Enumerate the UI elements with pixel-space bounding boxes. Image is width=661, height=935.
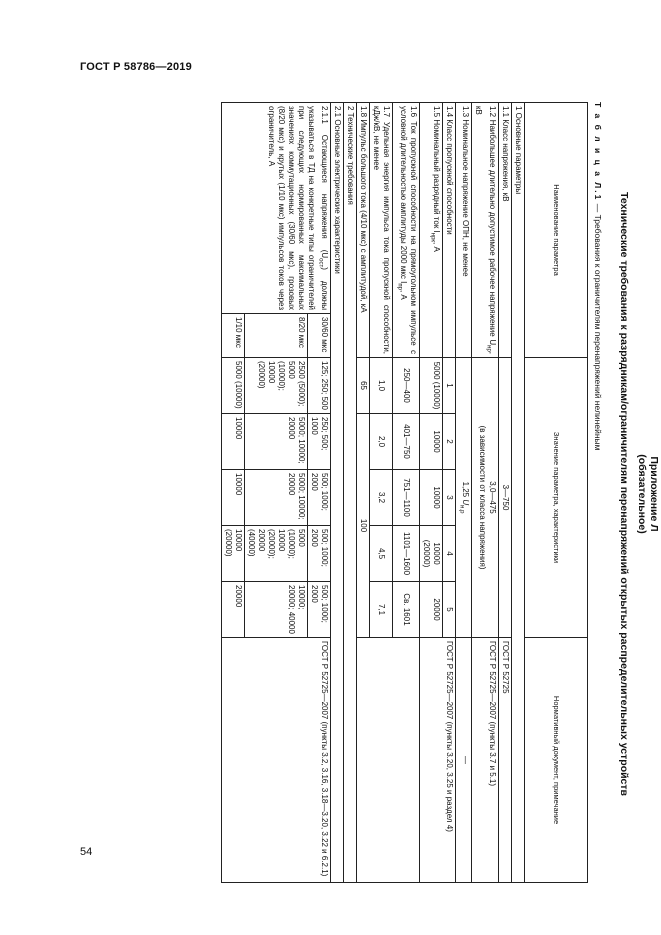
table-row [344,103,357,883]
cell-value: 3—750 [499,358,512,638]
cell-value: 5000 (10000) [222,358,245,414]
row-label: 1.6 Ток пропускной способности на прямоугольном импульсе с условной длительностью амплитуды 2000 мкс $I_{пр}$, А [393,103,420,358]
table-row [455,103,472,883]
document-header: ГОСТ Р 58786—2019 [80,61,192,73]
cell-value: 10000 [222,414,245,470]
cell-value: 20000 [222,582,245,638]
cell-value: 3,2 [370,470,393,526]
row-label: 2 Технические требования [344,103,357,883]
cell-value: 250—400 [393,358,420,414]
cell-doc: ГОСТ Р 52725—2007 (пункты 3.20, 3.25 и раздел 4) [419,638,455,883]
row-label: 2.1 Основные электрические характеристики [331,103,344,883]
table-row [331,103,344,883]
cell-value: 250; 500; 1000 [308,414,331,470]
cell-value: 1,0 [370,358,393,414]
cell-value: 5000; 10000; 20000 [245,470,308,526]
cell-value: 10000 (20000) [419,526,442,582]
cell-value: 5 [442,582,455,638]
table-row [512,103,525,883]
table-caption-label: Т а б л и ц а Л.1 [593,102,603,202]
cell-value: 5000 (10000); 10000 (20000); 20000 (40000) [245,526,308,582]
row-label: 1.1 Класс напряжения, кВ [499,103,512,358]
row-label: 1.8 Импульс большого тока (4/10 мкс) с амплитудой, кА [357,103,370,358]
appendix-heading [636,96,660,892]
cell-value: 65 [357,358,370,414]
requirements-table [221,102,588,883]
cell-value: 10000 [419,470,442,526]
cell-value: 10000; 20000; 40000 [245,582,308,638]
table-row [499,103,512,883]
impulse-label: 1/10 мкс [222,314,245,358]
row-label: 1.7 Удельная энергия импульса тока пропускной способности, кДж/кВ, не менее [370,103,393,358]
cell-value: 10000 [419,414,442,470]
cell-value: 7,1 [370,582,393,638]
cell-value: 2,0 [370,414,393,470]
cell-value: 1,25 $U_{н.р}$ [455,358,472,638]
cell-value: 4 [442,526,455,582]
cell-doc: ГОСТ Р 52725—2007 (пункты 3.2, 3.16, 3.18—3.20, 3.22 и 6.2.1) [222,638,331,883]
cell-value: 1 [442,358,455,414]
landscape-content [160,96,660,892]
table-header-row [525,103,588,883]
row-label: 2.1.1 Остающиеся напряжения $(U_{ост})$ должны указываться в ТД на конкретные типы ограничителей при следующих нормированных максимальных значениях коммутационных (30/60 мкс), грозовых (8/20 мкс) и крутых (1/10 мкс) импульсов токов через ограничитель, А [222,103,331,314]
col-header-doc: Нормативный документ, примечание [525,638,588,883]
cell-value: 100 [357,414,370,638]
row-label: 1.5 Номинальный разрядный ток $I_{нрк}$, А [419,103,442,358]
col-header-value: Значение параметра, характеристики [525,358,588,638]
cell-value: 3,0—475 (в зависимости от класса напряжения) [472,358,499,638]
appendix-note: (обязательное) [636,454,648,534]
appendix-title: Приложение Л [648,456,660,532]
section-title: Технические требования к разрядникам/ограничителям перенапряжений открытых распределительных устройств [618,192,630,796]
row-label: 1.4 Класс пропускной способности [442,103,455,358]
cell-value: 500; 1000; 2000 [308,470,331,526]
table-row [472,103,499,883]
row-label: 1 Основные параметры [512,103,525,883]
cell-value: 125; 250; 500 [308,358,331,414]
cell-doc: — [455,638,472,883]
col-header-param: Наименование параметра [525,103,588,358]
cell-doc: ГОСТ Р 52725—2007 (пункты 3.7 и 5.1) [472,638,499,883]
cell-value: 401—750 [393,414,420,470]
cell-value: 500; 1000; 2000 [308,526,331,582]
cell-value: 751—1100 [393,470,420,526]
row-label: 1.2 Наибольшее длительно допустимое рабочее напряжение $U_{нр}$, кВ [472,103,499,358]
table-row [442,103,455,883]
cell-value: 1101—1600 [393,526,420,582]
cell-value: 10000 (20000) [222,526,245,582]
cell-value: 3 [442,470,455,526]
cell-value: Св. 1601 [393,582,420,638]
table-row [393,103,420,883]
page-number: 54 [80,846,93,858]
row-label: 1.3 Номинальное напряжение ОПН, не менее [455,103,472,358]
cell-value: 500; 1000; 2000 [308,582,331,638]
impulse-label: 30/60 мкс [308,314,331,358]
cell-value: 5000 (10000) [419,358,442,414]
cell-doc [357,638,420,883]
cell-value: 5000; 10000; 20000 [245,414,308,470]
cell-value: 4,5 [370,526,393,582]
table-caption [593,102,603,450]
table-caption-text: — Требования к ограничителям перенапряжений нелинейным [593,203,603,451]
cell-value: 10000 [222,470,245,526]
cell-value: 2 [442,414,455,470]
cell-doc: ГОСТ Р 52725 [499,638,512,883]
impulse-label: 8/20 мкс [245,314,308,358]
cell-value: 20000 [419,582,442,638]
table-row [308,103,331,883]
cell-value: 2500 (5000); 5000 (10000); 10000 (20000) [245,358,308,414]
